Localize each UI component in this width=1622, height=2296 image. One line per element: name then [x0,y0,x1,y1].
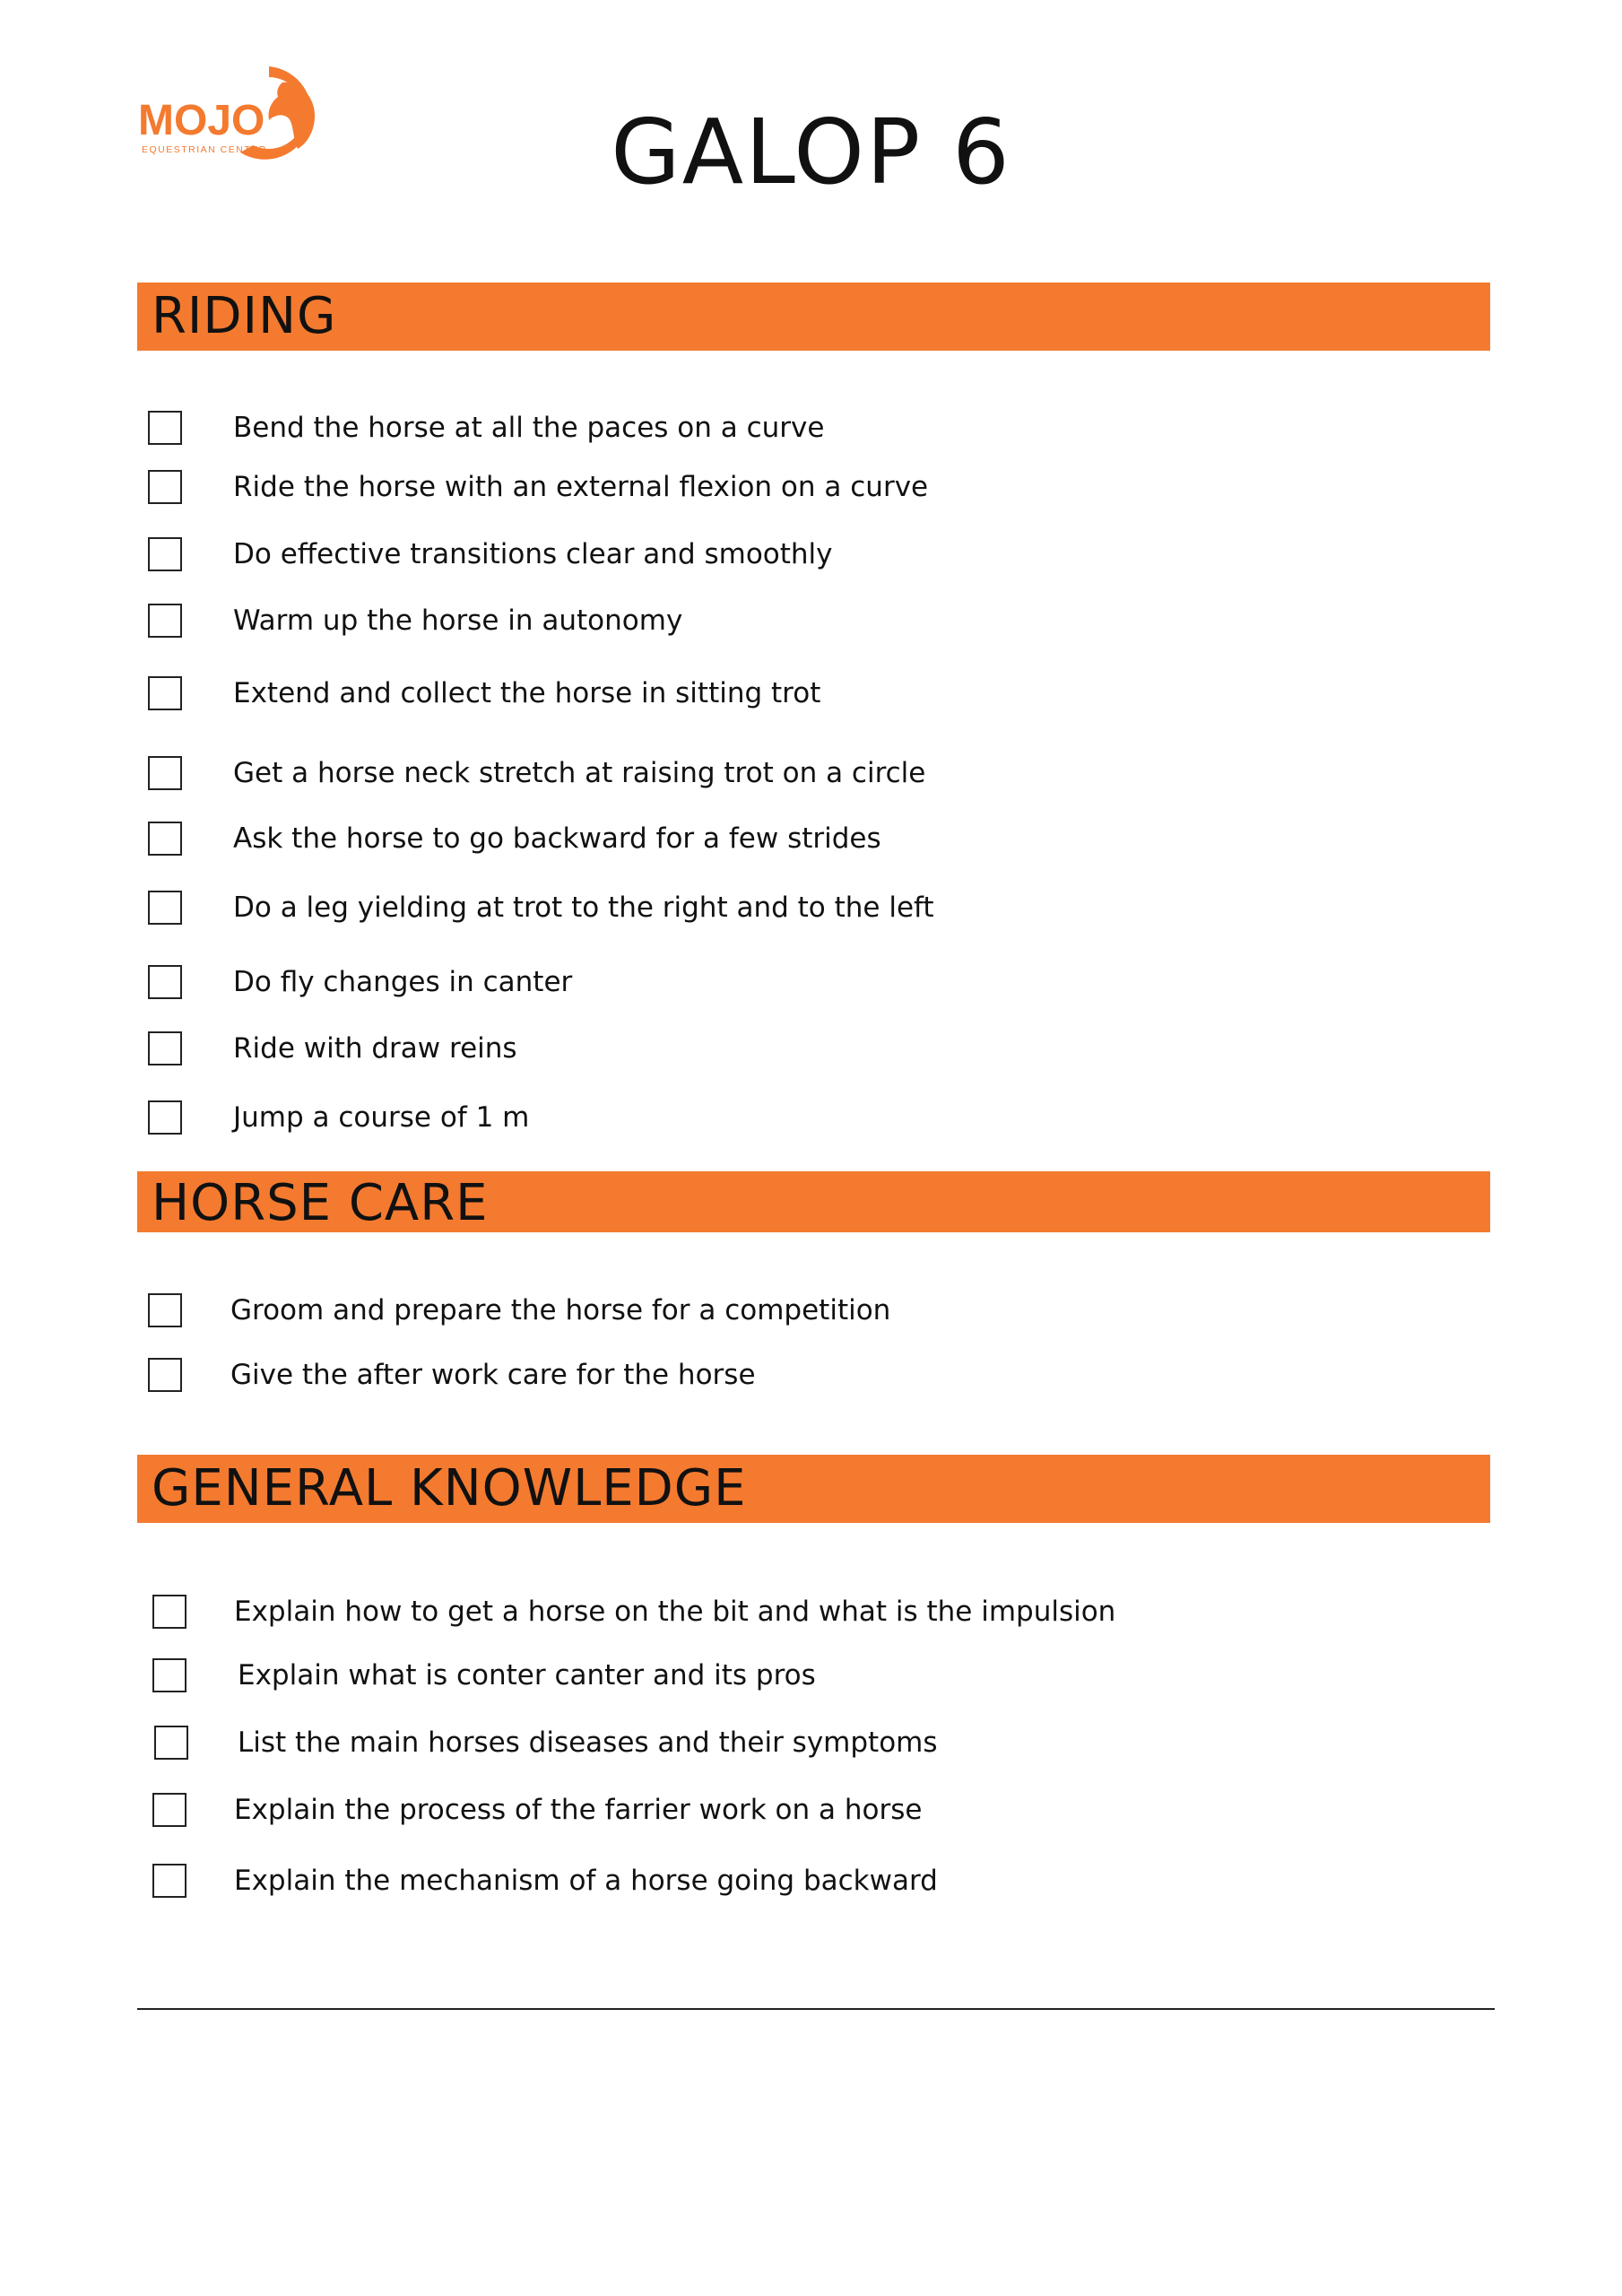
section-header-general-knowledge [137,1455,1490,1523]
checklist-item-label: Explain what is conter canter and its pros [238,1659,816,1692]
checklist-item-label: Groom and prepare the horse for a competition [230,1294,891,1326]
checklist-item-label: Warm up the horse in autonomy [233,604,683,637]
checkbox[interactable] [148,891,182,925]
section-title: RIDING [152,287,337,345]
checklist-item-label: Jump a course of 1 m [233,1101,530,1134]
checklist-item-label: Give the after work care for the horse [230,1359,756,1391]
checkbox[interactable] [148,537,182,571]
section-title: HORSE CARE [152,1174,489,1232]
checkbox[interactable] [148,470,182,504]
section-title: GENERAL KNOWLEDGE [152,1459,747,1518]
checklist-item-label: Get a horse neck stretch at raising trot on a circle [233,757,926,789]
checkbox[interactable] [148,1031,182,1065]
checkbox[interactable] [148,965,182,999]
checkbox[interactable] [148,676,182,710]
checklist-item-label: Bend the horse at all the paces on a curve [233,412,825,444]
checklist-item-label: Do a leg yielding at trot to the right and to the left [233,891,934,924]
checkbox[interactable] [148,1100,182,1135]
page-title: GALOP 6 [611,100,1011,204]
logo-subtitle: EQUESTRIAN CENTER [142,144,267,155]
checklist-item-label: Ask the horse to go backward for a few strides [233,822,881,855]
checkbox[interactable] [152,1793,186,1827]
checklist-item-label: Explain the mechanism of a horse going backward [234,1865,938,1897]
checkbox[interactable] [152,1595,186,1629]
footer-divider [137,2008,1495,2010]
checkbox[interactable] [148,411,182,445]
section-header-riding [137,283,1490,351]
checklist-item-label: Extend and collect the horse in sitting trot [233,677,821,709]
checkbox[interactable] [152,1658,186,1692]
checklist-item-label: Ride with draw reins [233,1032,517,1065]
checklist-item-label: List the main horses diseases and their symptoms [238,1726,938,1759]
checkbox[interactable] [148,604,182,638]
checklist-item-label: Explain how to get a horse on the bit and what is the impulsion [234,1596,1116,1628]
checkbox[interactable] [148,1293,182,1327]
checklist-item-label: Do effective transitions clear and smoothly [233,538,833,570]
checkbox[interactable] [152,1864,186,1898]
checkbox[interactable] [148,1358,182,1392]
logo-wordmark: MOJO [138,97,265,144]
checklist-item-label: Explain the process of the farrier work on a horse [234,1794,923,1826]
checklist-item-label: Ride the horse with an external flexion on a curve [233,471,929,503]
checkbox[interactable] [148,822,182,856]
checkbox[interactable] [154,1726,188,1760]
checkbox[interactable] [148,756,182,790]
checklist-item-label: Do fly changes in canter [233,966,573,998]
section-header-horse-care [137,1171,1490,1232]
